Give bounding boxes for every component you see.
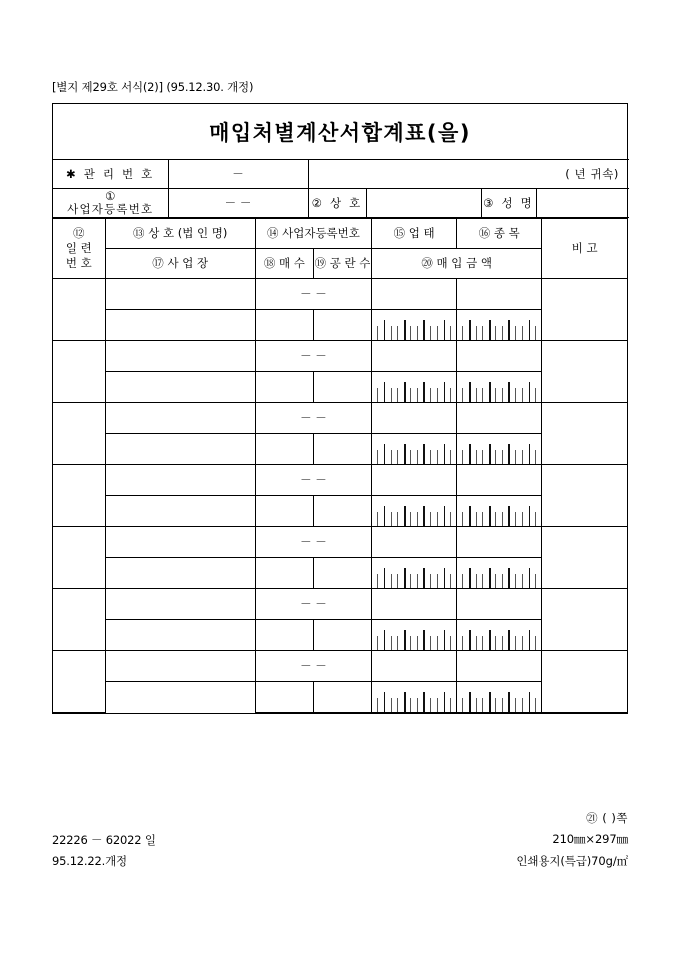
- cell-purchase-amount-left[interactable]: [372, 682, 457, 713]
- cell-remarks[interactable]: [542, 465, 627, 527]
- table-row: [53, 434, 627, 465]
- cell-business-item[interactable]: [457, 589, 542, 620]
- cell-business-item[interactable]: [457, 279, 542, 310]
- table-row: [53, 558, 627, 589]
- table-row: [53, 682, 627, 713]
- col-header-sequence: [53, 219, 105, 279]
- cell-blank-count[interactable]: [313, 310, 371, 341]
- cell-blank-count[interactable]: [313, 496, 371, 527]
- cell-biz-reg-no[interactable]: － －: [255, 527, 371, 558]
- cell-sequence[interactable]: [53, 341, 105, 403]
- table-row: [53, 372, 627, 403]
- cell-trade-name[interactable]: [105, 651, 255, 682]
- cell-biz-reg-no[interactable]: － －: [255, 341, 371, 372]
- table-header-row-2: [53, 249, 627, 279]
- cell-purchase-amount-left[interactable]: [372, 558, 457, 589]
- col-header-biz-reg-no: ⑭ 사업자등록번호: [255, 219, 371, 249]
- cell-trade-name[interactable]: [105, 589, 255, 620]
- mgmt-no-row: [53, 160, 629, 189]
- cell-purchase-amount-left[interactable]: [372, 434, 457, 465]
- cell-purchase-amount-right[interactable]: [457, 558, 542, 589]
- cell-business-item[interactable]: [457, 651, 542, 682]
- cell-trade-name[interactable]: [105, 527, 255, 558]
- table-row: [53, 620, 627, 651]
- col-header-invoice-count: ⑱ 매 수: [255, 249, 313, 279]
- cell-biz-reg-no[interactable]: － －: [255, 465, 371, 496]
- cell-trade-name[interactable]: [105, 465, 255, 496]
- person-name-label: ③ 성 명: [481, 189, 536, 218]
- cell-business-type[interactable]: [372, 403, 457, 434]
- trade-name-label: ② 상 호: [308, 189, 366, 218]
- cell-trade-name[interactable]: [105, 403, 255, 434]
- cell-biz-reg-no[interactable]: － －: [255, 279, 371, 310]
- cell-sequence[interactable]: [53, 651, 105, 713]
- cell-business-place[interactable]: [105, 310, 255, 341]
- cell-remarks[interactable]: [542, 341, 627, 403]
- cell-purchase-amount-right[interactable]: [457, 310, 542, 341]
- sequence-label-line1: 일 련: [65, 241, 92, 256]
- col-header-business-place: ⑰ 사 업 장: [105, 249, 255, 279]
- col-header-business-type: ⑮ 업 태: [372, 219, 457, 249]
- cell-purchase-amount-left[interactable]: [372, 620, 457, 651]
- cell-invoice-count[interactable]: [255, 372, 313, 403]
- cell-remarks[interactable]: [542, 651, 627, 713]
- page-number-field[interactable]: ㉑ ( )쪽: [586, 811, 628, 825]
- cell-purchase-amount-right[interactable]: [457, 682, 542, 713]
- cell-business-type[interactable]: [372, 589, 457, 620]
- mgmt-no-label: ✱ 관 리 번 호: [53, 160, 168, 189]
- biz-no-row: [53, 189, 629, 218]
- col-header-blank-count: ⑲ 공 란 수: [313, 249, 371, 279]
- person-name-value[interactable]: [536, 189, 629, 218]
- cell-purchase-amount-right[interactable]: [457, 620, 542, 651]
- cell-remarks[interactable]: [542, 589, 627, 651]
- col-header-business-item: ⑯ 종 목: [457, 219, 542, 249]
- cell-business-type[interactable]: [372, 279, 457, 310]
- col-header-purchase-amount: ⑳ 매 입 금 액: [372, 249, 542, 279]
- cell-sequence[interactable]: [53, 403, 105, 465]
- cell-sequence[interactable]: [53, 527, 105, 589]
- cell-purchase-amount-left[interactable]: [372, 310, 457, 341]
- table-row: [53, 310, 627, 341]
- cell-purchase-amount-left[interactable]: [372, 496, 457, 527]
- table-header-row-1: [53, 219, 627, 249]
- footer-right: [516, 808, 628, 872]
- cell-biz-reg-no[interactable]: － －: [255, 403, 371, 434]
- mgmt-no-value[interactable]: －: [168, 160, 308, 189]
- cell-business-item[interactable]: [457, 465, 542, 496]
- cell-blank-count[interactable]: [313, 558, 371, 589]
- title-band: [53, 104, 627, 159]
- footer-doc-number: 22226 － 62022 일: [52, 833, 156, 847]
- cell-business-type[interactable]: [372, 527, 457, 558]
- cell-invoice-count[interactable]: [255, 682, 313, 713]
- table-row: [53, 279, 627, 310]
- table-row: [53, 527, 627, 558]
- cell-business-place[interactable]: [105, 620, 255, 651]
- sequence-label-line2: 번 호: [65, 255, 92, 270]
- form-code-annotation: [별지 제29호 서식(2)] (95.12.30. 개정): [52, 80, 254, 94]
- table-row: [53, 403, 627, 434]
- cell-biz-reg-no[interactable]: － －: [255, 651, 371, 682]
- biz-no-value[interactable]: － －: [168, 189, 308, 218]
- biz-no-label-number: ①: [105, 188, 116, 203]
- cell-trade-name[interactable]: [105, 279, 255, 310]
- cell-purchase-amount-right[interactable]: [457, 372, 542, 403]
- cell-business-place[interactable]: [105, 372, 255, 403]
- biz-no-label-text: 사업자등록번호: [67, 202, 154, 216]
- cell-blank-count[interactable]: [313, 434, 371, 465]
- table-row: [53, 589, 627, 620]
- cell-invoice-count[interactable]: [255, 558, 313, 589]
- cell-business-item[interactable]: [457, 341, 542, 372]
- sequence-number-symbol: ⑫: [73, 226, 85, 241]
- cell-blank-count[interactable]: [313, 620, 371, 651]
- footer-revision-date: 95.12.22.개정: [52, 854, 127, 869]
- cell-purchase-amount-right[interactable]: [457, 434, 542, 465]
- table-body: [53, 279, 627, 713]
- year-note: ( 년 귀속): [308, 160, 629, 189]
- cell-invoice-count[interactable]: [255, 434, 313, 465]
- cell-business-type[interactable]: [372, 465, 457, 496]
- table-row: [53, 341, 627, 372]
- paper-spec: 인쇄용지(특급)70g/㎡: [516, 853, 628, 868]
- cell-business-place[interactable]: [105, 496, 255, 527]
- cell-invoice-count[interactable]: [255, 620, 313, 651]
- cell-sequence[interactable]: [53, 465, 105, 527]
- cell-blank-count[interactable]: [313, 682, 371, 713]
- cell-purchase-amount-right[interactable]: [457, 496, 542, 527]
- col-header-trade-name: ⑬ 상 호 (법 인 명): [105, 219, 255, 249]
- trade-name-value[interactable]: [366, 189, 481, 218]
- cell-remarks[interactable]: [542, 403, 627, 465]
- table-row: [53, 496, 627, 527]
- cell-sequence[interactable]: [53, 589, 105, 651]
- biz-no-label: [53, 189, 168, 218]
- cell-invoice-count[interactable]: [255, 496, 313, 527]
- cell-business-place[interactable]: [105, 434, 255, 465]
- table-row: [53, 465, 627, 496]
- cell-purchase-amount-left[interactable]: [372, 372, 457, 403]
- cell-biz-reg-no[interactable]: － －: [255, 589, 371, 620]
- footer-left: [52, 830, 156, 873]
- cell-business-item[interactable]: [457, 403, 542, 434]
- cell-business-type[interactable]: [372, 651, 457, 682]
- cell-business-place[interactable]: [105, 558, 255, 589]
- identification-header-table: [53, 159, 629, 218]
- cell-blank-count[interactable]: [313, 372, 371, 403]
- cell-business-item[interactable]: [457, 527, 542, 558]
- cell-trade-name[interactable]: [105, 341, 255, 372]
- table-row: [53, 651, 627, 682]
- purchase-records-table: [53, 218, 627, 713]
- paper-size: 210㎜×297㎜: [552, 832, 628, 847]
- cell-invoice-count[interactable]: [255, 310, 313, 341]
- cell-business-place[interactable]: [105, 682, 255, 713]
- cell-sequence[interactable]: [53, 279, 105, 341]
- cell-business-type[interactable]: [372, 341, 457, 372]
- page-title: 매입처별계산서합계표(을): [209, 120, 471, 145]
- col-header-remarks: 비 고: [542, 219, 627, 279]
- form-frame: [52, 103, 628, 714]
- cell-remarks[interactable]: [542, 527, 627, 589]
- cell-remarks[interactable]: [542, 279, 627, 341]
